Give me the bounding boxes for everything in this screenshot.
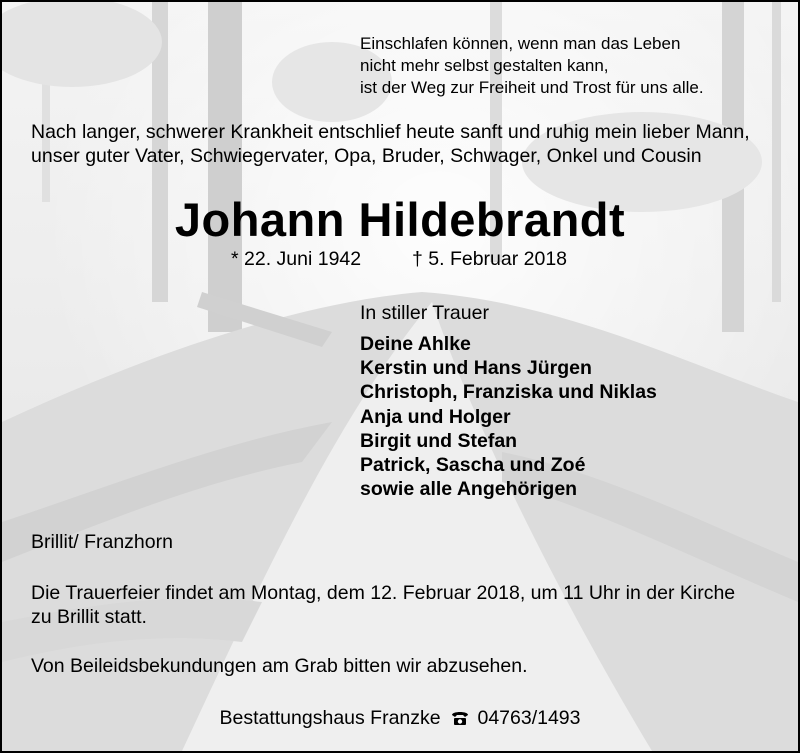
funeral-home-phone: 04763/1493 [477, 707, 581, 729]
mourning-heading: In stiller Trauer [360, 302, 489, 324]
funeral-home-name: Bestattungshaus Franzke [219, 707, 441, 729]
funeral-home [2, 706, 798, 732]
quote-line: nicht mehr selbst gestalten kann, [360, 56, 609, 75]
quote-line: Einschlafen können, wenn man das Leben [360, 34, 681, 53]
mourner-name: sowie alle Angehörigen [360, 478, 578, 501]
mourner-name: Deine Ahlke [360, 333, 471, 355]
quote-line: ist der Weg zur Freiheit und Trost für uns alle. [360, 78, 704, 97]
life-dates [231, 247, 568, 271]
intro-text: Nach langer, schwerer Krankheit entschlief heute sanft und ruhig mein lieber Mann, unser guter Vater, Schwiegervater, Opa, Bruder, Schwager, Onkel und Cousin [31, 121, 750, 167]
mourner-name: Anja und Holger [360, 405, 511, 428]
mourner-name: Patrick, Sascha und Zoé [360, 454, 586, 477]
death-date: † 5. Februar 2018 [412, 248, 568, 270]
telephone-icon [450, 708, 470, 732]
deceased-name: Johann Hildebrandt [174, 193, 626, 246]
place-name: Brillit/ Franzhorn [31, 531, 173, 553]
mourners-list [360, 332, 657, 501]
condolence-note: Von Beileidsbekundungen am Grab bitten wir abzusehen. [31, 655, 528, 677]
mourner-name: Birgit und Stefan [360, 429, 518, 452]
quote [360, 33, 704, 99]
mourner-name: Kerstin und Hans Jürgen [360, 357, 592, 380]
birth-date: * 22. Juni 1942 [231, 248, 362, 270]
mourner-name: Christoph, Franziska und Niklas [360, 381, 657, 404]
service-info: Die Trauerfeier findet am Montag, dem 12. Februar 2018, um 11 Uhr in der Kirche zu Brillit statt. [31, 582, 736, 628]
